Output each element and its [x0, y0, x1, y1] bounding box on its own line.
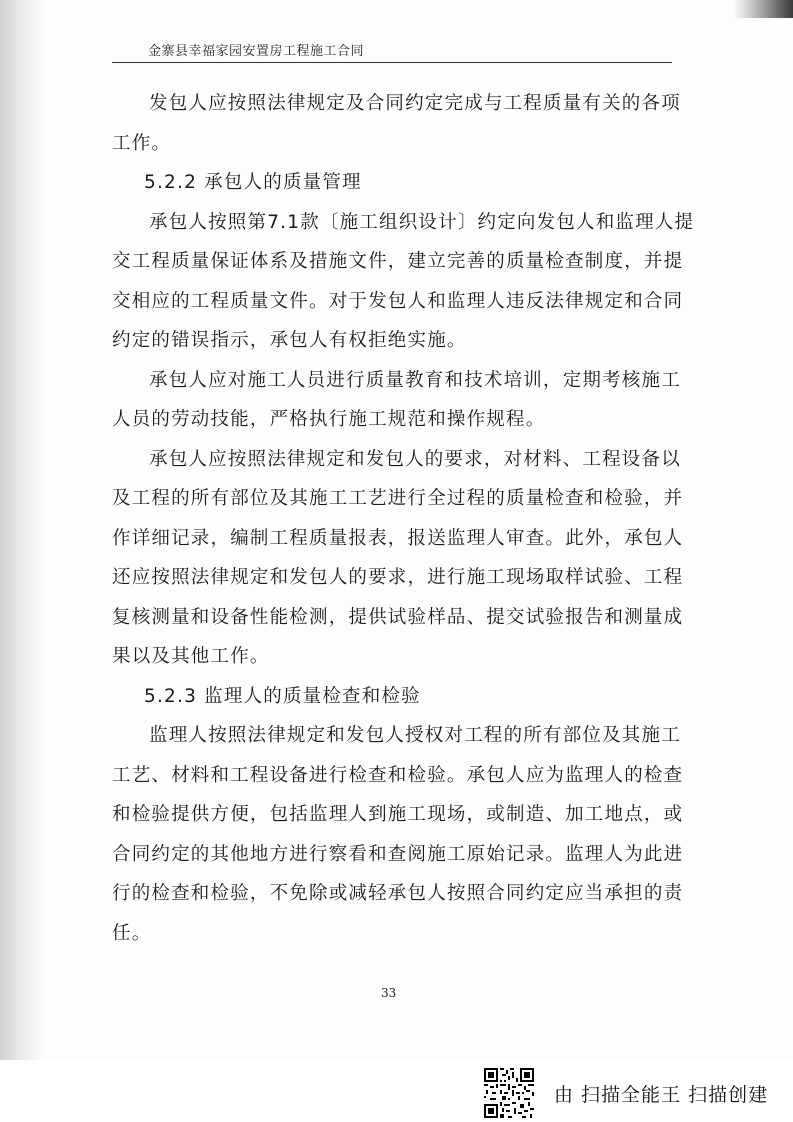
section-heading-5-2-3: 5.2.3 监理人的质量检查和检验: [144, 685, 421, 707]
paragraph-line: 作详细记录，编制工程质量报表，报送监理人审查。此外，承包人: [112, 527, 684, 549]
paragraph-line: 人员的劳动技能，严格执行施工规范和操作规程。: [112, 409, 546, 430]
paragraph-line: 承包人应按照法律规定和发包人的要求，对材料、工程设备以: [149, 448, 681, 470]
paragraph-line: 复核测量和设备性能检测，提供试验样品、提交试验报告和测量成: [112, 606, 684, 628]
paragraph-line: 发包人应按照法律规定及合同约定完成与工程质量有关的各项: [149, 93, 681, 114]
paragraph-line: 行的检查和检验，不免除或减轻承包人按照合同约定应当承担的责: [112, 883, 684, 904]
paragraph-line: 工艺、材料和工程设备进行检查和检验。承包人应为监理人的检查: [112, 764, 684, 786]
paragraph-line: 承包人按照第7.1款〔施工组织设计〕约定向发包人和监理人提: [149, 211, 695, 233]
paragraph-line: 合同约定的其他地方进行察看和查阅施工原始记录。监理人为此进: [112, 843, 684, 865]
section-heading-5-2-2: 5.2.2 承包人的质量管理: [144, 172, 362, 193]
paragraph-line: 约定的错误指示，承包人有权拒绝实施。: [112, 330, 467, 351]
paragraph-line: 和检验提供方便，包括监理人到施工现场，或制造、加工地点，或: [112, 804, 684, 825]
scan-corner-shadow: [733, 0, 793, 18]
qr-code-icon: [484, 1068, 534, 1118]
paragraph-line: 及工程的所有部位及其施工工艺进行全过程的质量检查和检验，并: [112, 488, 684, 509]
paragraph-line: 承包人应对施工人员进行质量教育和技术培训，定期考核施工: [149, 369, 681, 391]
body-text: [112, 84, 695, 953]
header-rule: [112, 62, 672, 63]
running-header: 金寨县幸福家园安置房工程施工合同: [148, 44, 365, 59]
scan-edge-shadow: [0, 0, 46, 1060]
page-number: 33: [381, 986, 397, 1000]
paragraph-line: 交工程质量保证体系及措施文件，建立完善的质量检查制度，并提: [112, 251, 684, 272]
paragraph-line: 监理人按照法律规定和发包人授权对工程的所有部位及其施工: [149, 725, 681, 746]
paragraph-line: 交相应的工程质量文件。对于发包人和监理人违反法律规定和合同: [112, 290, 684, 312]
paragraph-line: 还应按照法律规定和发包人的要求，进行施工现场取样试验、工程: [112, 567, 684, 588]
paragraph-line: 果以及其他工作。: [112, 646, 270, 667]
paragraph-line: 工作。: [112, 132, 172, 154]
paragraph-line: 任。: [112, 922, 152, 944]
watermark-text: 由 扫描全能王 扫描创建: [554, 1084, 769, 1106]
